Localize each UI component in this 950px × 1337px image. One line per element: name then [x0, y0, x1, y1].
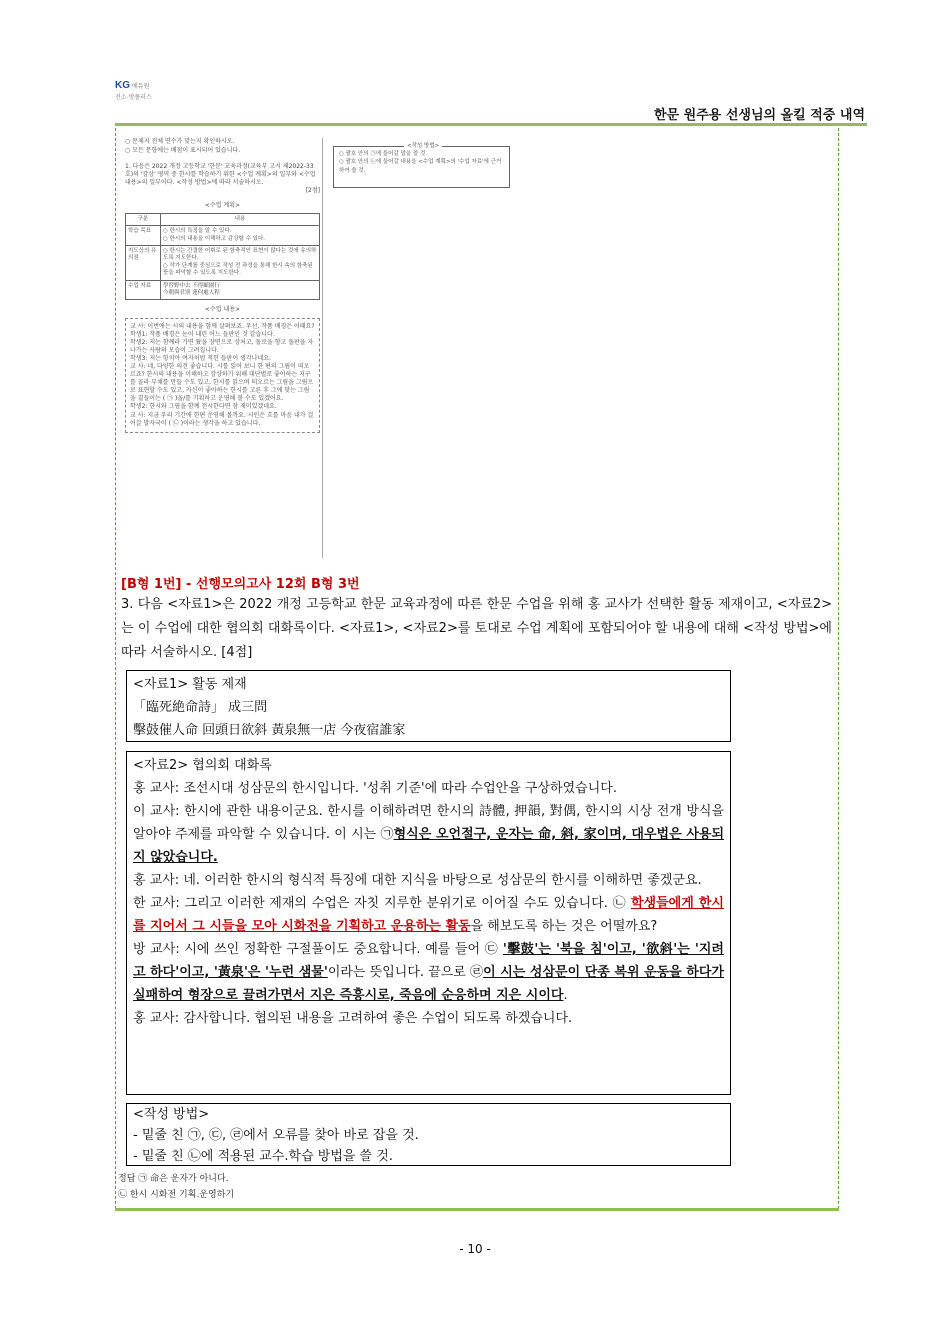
dialogue-line — [133, 938, 724, 1007]
scan-dialogue — [125, 318, 320, 433]
scan-plan-cell: ○ 한시의 특징을 알 수 있다. ○ 한시의 내용을 이해하고 감상할 수 있다. — [161, 226, 320, 246]
dialogue-text: . — [563, 988, 568, 1003]
scan-plan-cell: 지도상의 유의점 — [126, 245, 161, 280]
dialogue-text: 이라는 뜻입니다. 끝으로 ㉣ — [327, 965, 484, 980]
logo-sub: 전소·방풀러스 — [115, 95, 152, 101]
dialogue-text: 을 해보도록 하는 것은 어떨까요? — [470, 919, 658, 934]
underline-b: 학생들에게 한시를 지어서 그 시들을 모아 시화전을 기획하고 운용하는 활동 — [133, 896, 724, 934]
material2-box — [126, 751, 731, 1095]
header-rule — [115, 123, 867, 126]
scan-plan-cell: 學習野中去 不得顧園行 今朝與君別 蓮何處人程 — [161, 280, 320, 300]
scan-method-box — [333, 143, 510, 188]
scan-dialogue-line: 학생2: 한시와 그림을 함께 전시한다면 참 재미있겠네요. — [130, 403, 277, 411]
scan-plan-cell: ○ 한시는 간결한 어휘로 된 함축적인 표현이 많다는 것에 유의하도록 지도한다. ○ 작가 단계를 중심으로 작성 전 과정을 통해 한시 속의 함축된 뜻을 파악할 수 있도록 지도한다. — [161, 245, 320, 280]
scan-plan-table — [125, 213, 320, 301]
scan-plan-head: 구분 — [126, 213, 161, 225]
logo-small: 에듀원 — [132, 84, 150, 90]
underline-a: 형식은 오언절구, 운자는 命, 斜, 家이며, 대우법은 사용되지 않았습니다. — [133, 827, 724, 865]
scan-method-caption: <작성 방법> — [404, 142, 442, 150]
dialogue-text: 한 교사: 그리고 이러한 제재의 수업은 자칫 지루한 분위기로 이어질 수도 있습니다. ㉡ — [133, 896, 631, 911]
logo — [115, 80, 152, 101]
scan-dialogue-line: 학생3: 저는 항치아 여자처럼 적힌 들판이 생각나네요. — [130, 354, 271, 362]
poem-text: 擊鼓催人命 回頭日欲斜 黃泉無一店 今夜宿誰家 — [133, 723, 406, 738]
material1-label: <자료1> 활동 제재 — [133, 677, 247, 692]
scan-note: ○ 문제지 전체 면수가 맞는지 확인하시오. — [125, 138, 235, 145]
writing-method-item: - 밑줄 친 ㉡에 적용된 교수.학습 방법을 쓸 것. — [133, 1149, 393, 1164]
scan-dialogue-line: 교 사: 네, 다양한 의견 좋습니다. 시를 읽어 보니 한 편의 그림이 떠오르죠? 한시의 내용을 이해하고 감상하기 위해 대단별로 좋아하는 지구를 골라 부채를 만들 수도 있고, 한시를 읽으며 떠오르는 그림을 그림으로 표현할 수도 있고, 자신이 좋아하는 한시를 고른 후 그에 맞는 그림을 곁들이는 ( ㉠ )을/를 기획하고 운영해 볼 수도 있겠어요. — [130, 363, 314, 403]
footer-rule — [115, 1208, 839, 1211]
writing-method-box — [126, 1103, 731, 1166]
question-source-title: [B형 1번] - 선행모의고사 12회 B형 3번 — [121, 577, 360, 592]
scan-plan-title: <수업 계획> — [204, 201, 241, 209]
scan-method-line: ○ 괄호 안의 ㉡에 들어갈 내용을 <수업 계획>의 '수업 자료'에 근거하여 쓸 것. — [339, 159, 502, 174]
scan-question: 1. 다음은 2022 개정 고등학교 '한문' 교육과정(교육부 고시 제2022-33호)의 '감상' 영역 중 한시를 학습하기 위한 <수업 계획>의 일부와 <수업 내용>의 일부이다. <작성 방법>에 따라 서술하시오. — [125, 163, 316, 187]
material2-label: <자료2> 협의회 대화록 — [133, 758, 272, 773]
answer-block — [118, 1171, 234, 1203]
underline-c: '擊鼓'는 '북을 침'이고, '欲斜'는 '지려고 하다'이고, '黃泉'은 '누런 샘물' — [133, 942, 724, 980]
scan-dialogue-line: 학생2: 저는 함께라 가면 왔을 장면으로 상처고, 돌로을 향고 돌판을 자나가는 사람의 모습이 그려집니다. — [130, 338, 314, 354]
poem-title: 「臨死絶命詩」 成三問 — [133, 700, 268, 715]
scan-dialogue-line: 학생1: 작품 배경은 눈이 내린 어느 들판인 것 같습니다. — [130, 330, 275, 338]
scan-points: [2점] — [305, 187, 320, 195]
dialogue-line: 홍 교사: 감사합니다. 협의된 내용을 고려하여 좋은 수업이 되도록 하겠습니다. — [133, 1011, 573, 1026]
dialogue-text: 이 교사: 한시에 관한 내용이군요. 한시를 이해하려면 한시의 詩體, 押韻, 對偶, 한시의 시상 전개 방식을 알아야 주제를 파악할 수 있습니다. 이 시는 ㉠ — [133, 804, 724, 842]
material1-box — [126, 670, 731, 742]
scanned-exam-page — [125, 138, 320, 568]
scan-plan-head: 내용 — [161, 213, 320, 225]
answer-line: ㉡ 한시 시화전 기획.운영하기 — [118, 1190, 235, 1200]
dialogue-line — [133, 892, 724, 938]
underline-d: 이 시는 성삼문이 단종 복위 운동을 하다가 실패하여 형장으로 끌려가면서 지은 즉흥시로, 죽음에 순응하며 지은 시이다 — [133, 965, 724, 1003]
dialogue-line: 홍 교사: 네. 이러한 한시의 형식적 특징에 대한 지식을 바탕으로 성삼문의 한시를 이해하면 좋겠군요. — [133, 873, 702, 888]
scan-content-title: <수업 내용> — [204, 306, 241, 314]
scan-plan-cell: 수업 자료 — [126, 280, 161, 300]
question-text: 3. 다음 <자료1>은 2022 개정 고등학교 한문 교육과정에 따른 한문 수업을 위해 홍 교사가 선택한 활동 제재이고, <자료2>는 이 수업에 대한 협의회 대화록이다. <자료1>, <자료2>를 토대로 수업 계획에 포함되어야 할 내용에 대해 <작성 방법>에 따라 서술하시오. [4점] — [121, 597, 832, 660]
logo-main: KG — [115, 80, 130, 91]
scan-column-divider — [322, 138, 323, 558]
header-title: 한문 원주용 선생님의 올킬 적중 내역 — [654, 108, 865, 123]
page-number: - 10 - — [459, 1242, 491, 1256]
dialogue-line: 홍 교사: 조선시대 성삼문의 한시입니다. '성취 기준'에 따라 수업안을 구상하였습니다. — [133, 781, 617, 796]
scan-dialogue-line: 교 사: 지금 우리 기간에 한편 운영해 볼까요. 시인은 흐를 마음 내가 걸어갈 발자국이 ( ㉡ )이라는 생각을 하고 있습니다. — [130, 411, 314, 427]
answer-line: 정답 ㉠ 命은 운자가 아니다. — [118, 1174, 229, 1184]
dialogue-text: 방 교사: 시에 쓰인 정확한 구절풀이도 중요합니다. 예를 들어 ㉢ — [133, 942, 503, 957]
scan-method-line: ○ 괄호 안의 ㉠에 들어갈 말을 쓸 것. — [339, 151, 428, 157]
scan-plan-cell: 학습 목표 — [126, 226, 161, 246]
scan-dialogue-line: 교 사: 이번에는 시의 내용을 함께 살펴보죠. 우선, 작품 배경은 어때요? — [130, 322, 315, 330]
dialogue-line — [133, 800, 724, 869]
writing-method-label: <작성 방법> — [133, 1107, 210, 1122]
scan-note: ○ 모든 문항에는 배점이 표시되어 있습니다. — [125, 147, 241, 155]
writing-method-item: - 밑줄 친 ㉠, ㉢, ㉣에서 오류를 찾아 바로 잡을 것. — [133, 1128, 419, 1143]
